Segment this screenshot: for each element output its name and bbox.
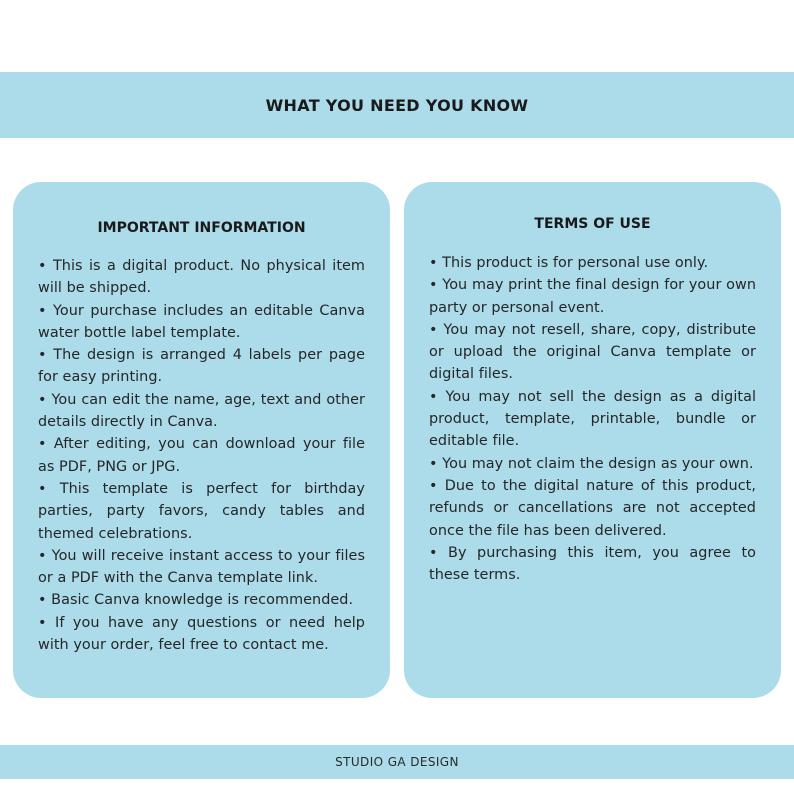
terms-of-use-title: TERMS OF USE [534, 216, 651, 232]
header-band [0, 72, 794, 138]
list-item: • You may not claim the design as your own. [429, 455, 754, 472]
list-item: • This product is for personal use only. [429, 255, 709, 271]
list-item: • You can edit the name, age, text and other details directly in Canva. [38, 391, 365, 431]
list-item: • Your purchase includes an editable Canva water bottle label template. [38, 302, 365, 341]
list-item: • The design is arranged 4 labels per page for easy printing. [38, 347, 365, 386]
list-item: • After editing, you can download your file as PDF, PNG or JPG. [38, 436, 365, 475]
list-item: • You will receive instant access to your files or a PDF with the Canva template link. [38, 547, 365, 587]
list-item: • This template is perfect for birthday parties, party favors, candy tables and themed celebrations. [38, 480, 365, 542]
list-item: • If you have any questions or need help with your order, feel free to contact me. [38, 614, 365, 654]
list-item: • You may print the final design for your own party or personal event. [429, 277, 756, 316]
page-title: WHAT YOU NEED YOU KNOW [265, 95, 529, 115]
important-information-title: IMPORTANT INFORMATION [97, 220, 306, 236]
list-item: • You may not sell the design as a digital product, template, printable, bundle or editable file. [429, 388, 756, 450]
list-item: • You may not resell, share, copy, distribute or upload the original Canva template or digital files. [429, 321, 756, 383]
list-item: • This is a digital product. No physical item will be shipped. [38, 258, 365, 297]
important-information-card [13, 182, 390, 698]
important-information-list [38, 255, 365, 656]
terms-of-use-card [404, 182, 781, 698]
list-item: • Basic Canva knowledge is recommended. [38, 592, 354, 609]
list-item: • By purchasing this item, you agree to these terms. [429, 544, 756, 584]
terms-of-use-list [429, 252, 756, 586]
footer-brand: STUDIO GA DESIGN [335, 755, 459, 769]
footer-band [0, 745, 794, 779]
list-item: • Due to the digital nature of this product, refunds or cancellations are not accepted once the file has been delivered. [429, 477, 756, 539]
